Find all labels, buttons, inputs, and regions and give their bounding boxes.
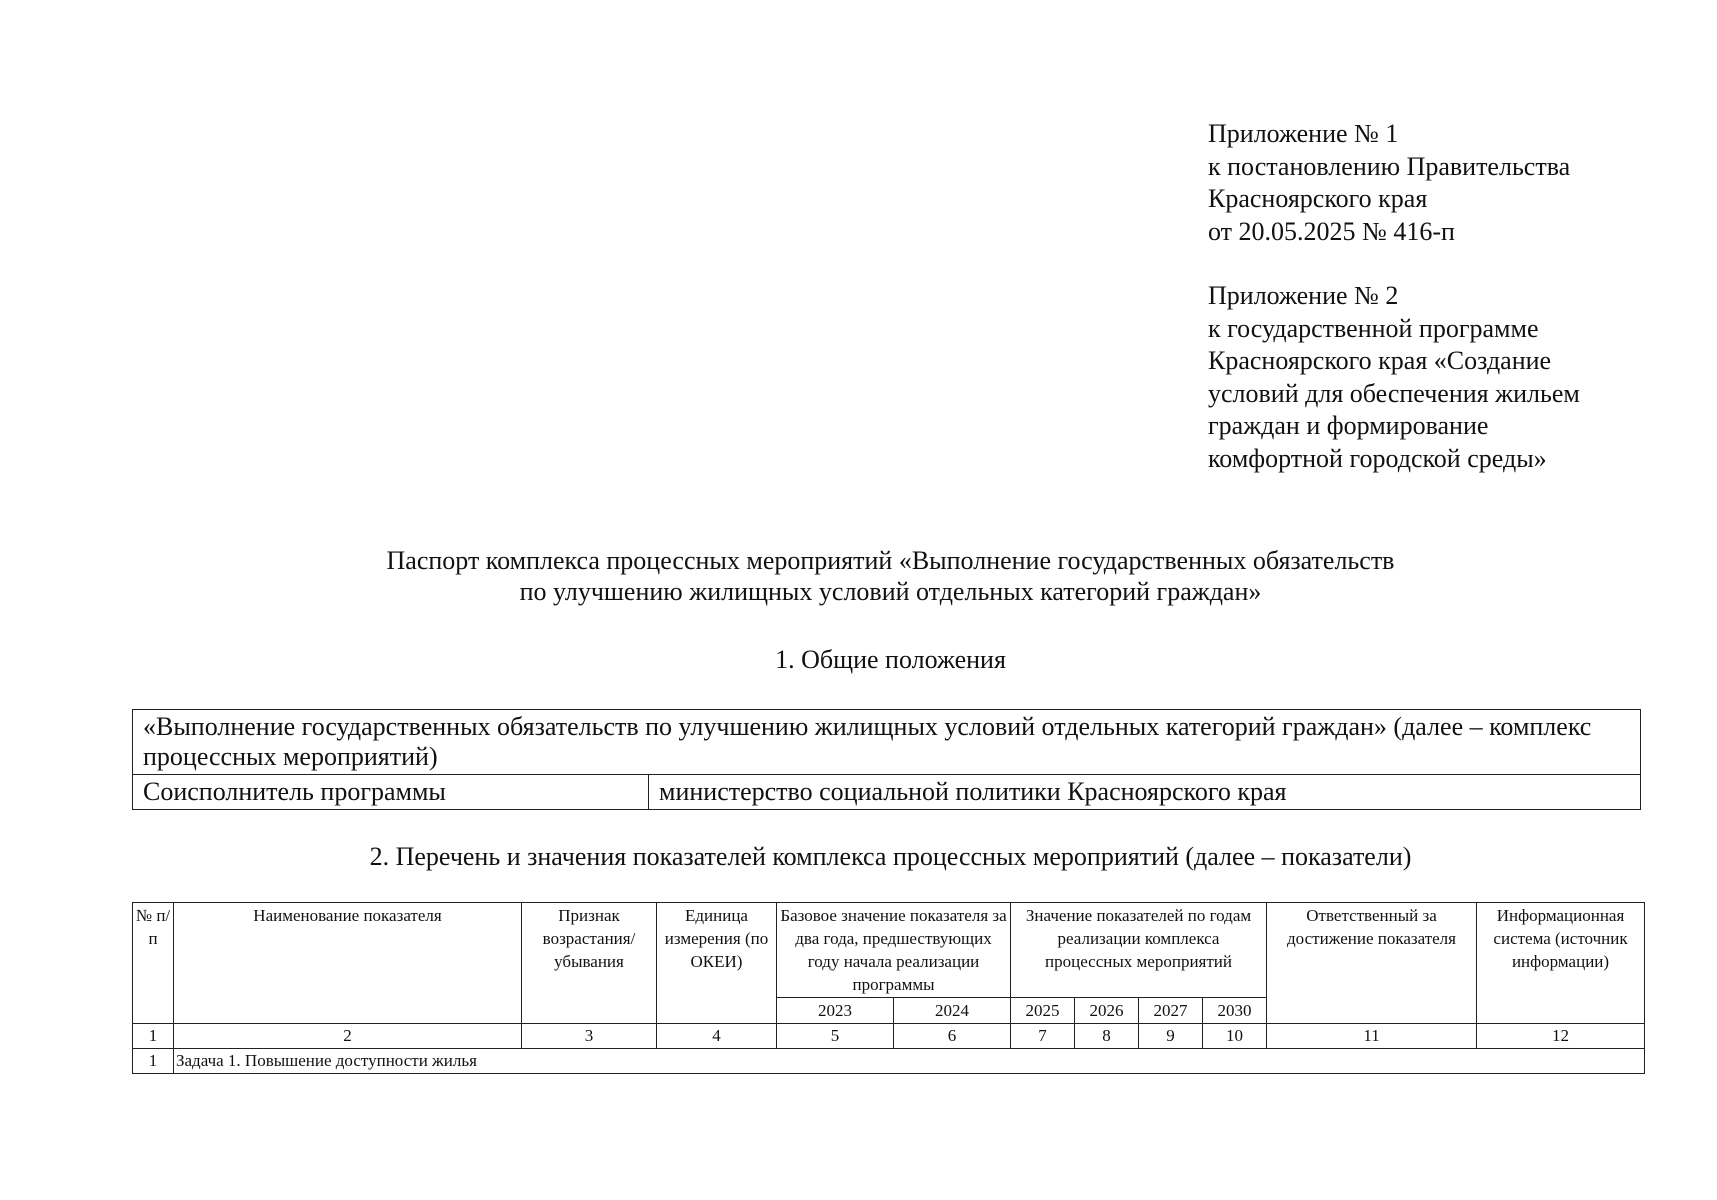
task-row-text: Задача 1. Повышение доступности жилья: [174, 1049, 1645, 1074]
indicators-table: [132, 902, 1645, 1074]
coexecutor-value: министерство социальной политики Красноярского края: [649, 775, 1641, 810]
section-2-heading: 2. Перечень и значения показателей комплекса процессных мероприятий (далее – показатели): [369, 842, 1412, 871]
table-header-row: [133, 903, 1645, 998]
column-numbers-row: [133, 1024, 1645, 1049]
appendix-2-line: условий для обеспечения жильем: [1208, 378, 1580, 408]
appendix-2-line: к государственной программе: [1208, 313, 1539, 343]
general-provisions-table: [132, 709, 1641, 810]
section-1-heading: 1. Общие положения: [775, 645, 1006, 674]
appendix-2-line: граждан и формирование: [1208, 411, 1489, 440]
column-number: 3: [522, 1024, 657, 1049]
appendix-2-line: комфортной городской среды»: [1208, 443, 1547, 473]
column-number: 6: [894, 1024, 1011, 1049]
title-line-2: по улучшению жилищных условий отдельных категорий граждан»: [519, 577, 1262, 606]
title-line-1: Паспорт комплекса процессных мероприятий «Выполнение государственных обязательств: [386, 546, 1395, 575]
appendix-1-line: от 20.05.2025 № 416-п: [1208, 216, 1455, 246]
coexecutor-label: Соисполнитель программы: [133, 775, 649, 810]
header-year: 2024: [894, 998, 1011, 1024]
appendix-2-line: Красноярского края «Создание: [1208, 346, 1552, 375]
task-row-num: 1: [133, 1049, 174, 1074]
header-sign: Признак возрастания/ убывания: [522, 903, 657, 1024]
table-row: [133, 710, 1641, 775]
header-year: 2025: [1011, 998, 1075, 1024]
appendix-2: [1208, 280, 1580, 475]
header-values: Значение показателей по годам реализации комплекса процессных мероприятий: [1011, 903, 1267, 998]
complex-name-cell: «Выполнение государственных обязательств по улучшению жилищных условий отдельных категорий граждан» (далее – комплекс процессных мероприятий): [133, 710, 1641, 775]
header-year: 2026: [1075, 998, 1139, 1024]
header-year: 2030: [1203, 998, 1267, 1024]
header-num: № п/п: [133, 903, 174, 1024]
appendix-1-line: Приложение № 1: [1208, 119, 1399, 148]
column-number: 10: [1203, 1024, 1267, 1049]
document-title: [0, 545, 1717, 607]
appendix-2-line: Приложение № 2: [1208, 281, 1399, 310]
column-number: 5: [777, 1024, 894, 1049]
header-name: Наименование показателя: [174, 903, 522, 1024]
column-number: 9: [1139, 1024, 1203, 1049]
header-base: Базовое значение показателя за два года, предшествующих году начала реализации программы: [777, 903, 1011, 998]
column-number: 8: [1075, 1024, 1139, 1049]
column-number: 1: [133, 1024, 174, 1049]
column-number: 2: [174, 1024, 522, 1049]
header-year: 2027: [1139, 998, 1203, 1024]
header-info: Информационная система (источник информации): [1477, 903, 1645, 1024]
appendix-1-line: Красноярского края: [1208, 184, 1428, 213]
header-year: 2023: [777, 998, 894, 1024]
table-row: [133, 775, 1641, 810]
column-number: 12: [1477, 1024, 1645, 1049]
header-responsible: Ответственный за достижение показателя: [1267, 903, 1477, 1024]
column-number: 4: [657, 1024, 777, 1049]
column-number: 7: [1011, 1024, 1075, 1049]
appendix-block: [1208, 118, 1580, 475]
task-row: [133, 1049, 1645, 1074]
appendix-1: [1208, 118, 1580, 248]
appendix-1-line: к постановлению Правительства: [1208, 151, 1571, 181]
header-unit: Единица измерения (по ОКЕИ): [657, 903, 777, 1024]
column-number: 11: [1267, 1024, 1477, 1049]
